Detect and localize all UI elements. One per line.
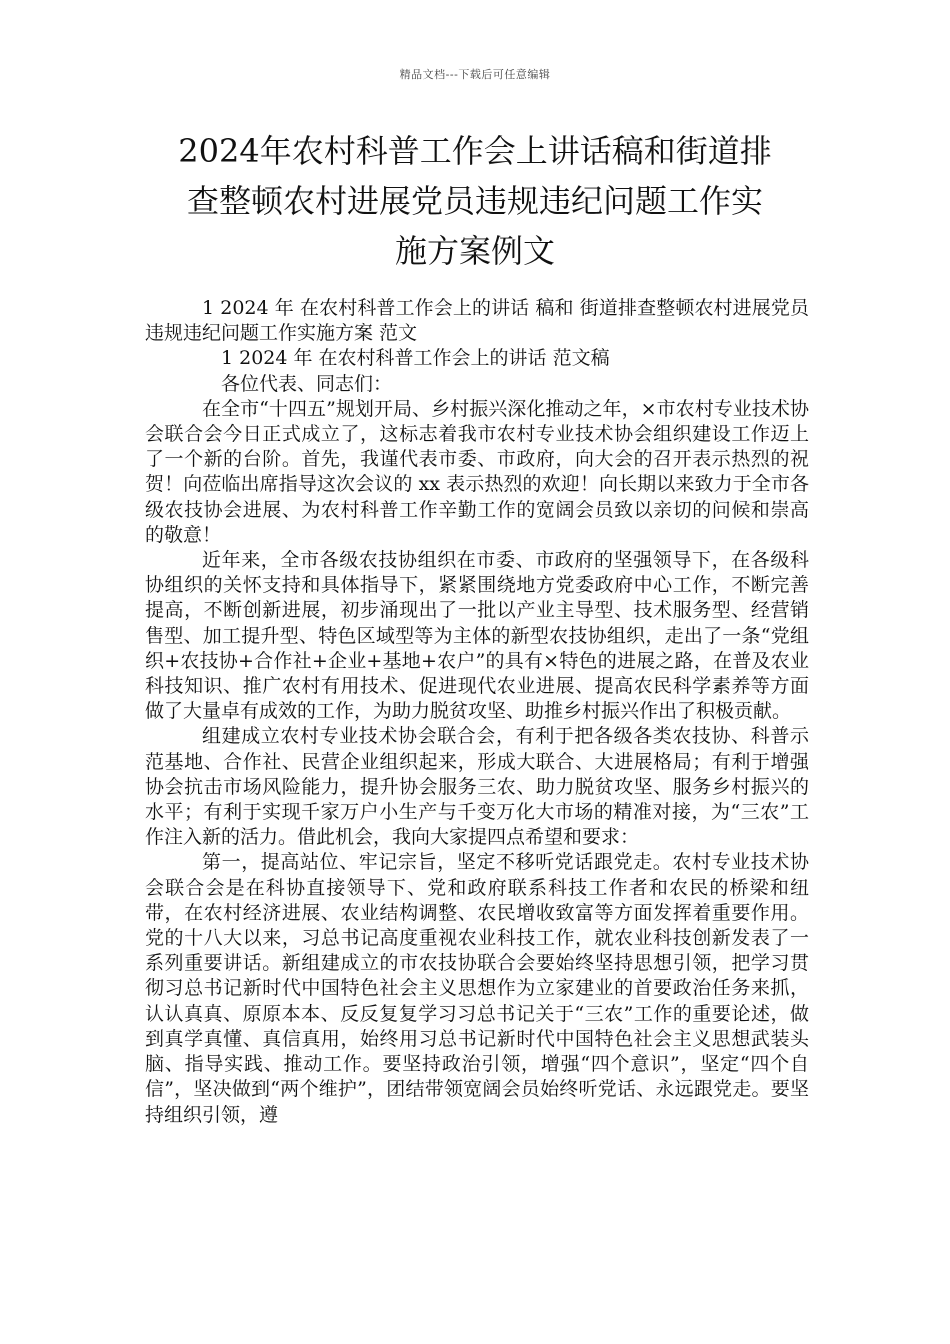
greeting: 各位代表、同志们： bbox=[221, 372, 393, 395]
title-line-3: 施方案例文 bbox=[394, 232, 555, 270]
document-body bbox=[145, 296, 809, 1128]
paragraph-4: 第一，提高站位、牢记宗旨，坚定不移听党话跟党走。农村专业技术协会联合会是在科协直接领导下、党和政府联系科技工作者和农民的桥梁和纽带，在农村经济进展、农业结构调整、农民增收致富等方面发挥着重要作用。党的十八大以来，习总书记高度重视农业科技工作，就农业科技创新发表了一系列重要讲话。新组建成立的市农技协联合会要始终坚持思想引领，把学习贯彻习总书记新时代中国特色社会主义思想作为立家建业的首要政治任务来抓，认认真真、原原本本、反反复复学习习总书记关于“三农”工作的重要论述，做到真学真懂、真信真用，始终用习总书记新时代中国特色社会主义思想武装头脑、指导实践、推动工作。要坚持政治引领，增强“四个意识”，坚定“四个自信”，坚决做到“两个维护”，团结带领宽阔会员始终听党话、永远跟党走。要坚持组织引领，遵 bbox=[145, 851, 809, 1126]
document-title bbox=[140, 126, 810, 276]
title-line-1: 2024年农村科普工作会上讲话稿和街道排 bbox=[178, 132, 772, 170]
speech-subtitle: 1 2024 年 在农村科普工作会上的讲话 范文稿 bbox=[221, 347, 610, 370]
title-line-2: 查整顿农村进展党员违规违纪问题工作实 bbox=[186, 182, 763, 220]
paragraph-1: 在全市“十四五”规划开局、乡村振兴深化推动之年，×市农村专业技术协会联合会今日正式成立了，这标志着我市农村专业技术协会组织建设工作迈上了一个新的台阶。首先，我谨代表市委、市政府，向大会的召开表示热烈的祝贺！向莅临出席指导这次会议的 xx 表示热烈的欢迎！向长期以来致力于全市各级农技协会进展、为农村科普工作辛勤工作的宽阔会员致以亲切的问候和崇高的敬意！ bbox=[145, 397, 809, 546]
paragraph-2: 近年来，全市各级农技协组织在市委、市政府的坚强领导下，在各级科协组织的关怀支持和具体指导下，紧紧围绕地方党委政府中心工作，不断完善提高，不断创新进展，初步涌现出了一批以产业主导型、技术服务型、经营销售型、加工提升型、特色区域型等为主体的新型农技协组织，走出了一条“党组织+农技协+合作社+企业+基地+农户”的具有×特色的进展之路，在普及农业科技知识、推广农村有用技术、促进现代农业进展、提高农民科学素养等方面做了大量卓有成效的工作，为助力脱贫攻坚、助推乡村振兴作出了积极贡献。 bbox=[145, 549, 809, 723]
paragraph-3: 组建成立农村专业技术协会联合会，有利于把各级各类农技协、科普示范基地、合作社、民营企业组织起来，形成大联合、大进展格局；有利于增强协会抗击市场风险能力，提升协会服务三农、助力脱贫攻坚、服务乡村振兴的水平；有利于实现千家万户小生产与千变万化大市场的精准对接，为“三农”工作注入新的活力。借此机会，我向大家提四点希望和要求： bbox=[145, 725, 809, 849]
intro-paragraph: 1 2024 年 在农村科普工作会上的讲话 稿和 街道排查整顿农村进展党员违规违纪问题工作实施方案 范文 bbox=[145, 297, 809, 345]
page-header: 精品文档---下载后可任意编辑 bbox=[399, 68, 551, 81]
